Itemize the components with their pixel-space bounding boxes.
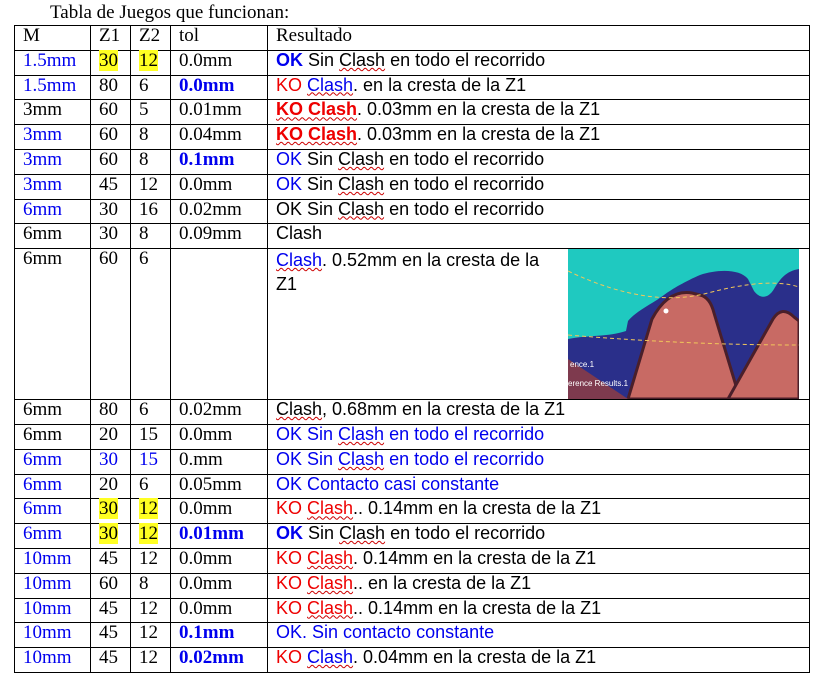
- cell-tol: [171, 424, 268, 449]
- cell-z2-value: 12: [139, 498, 158, 520]
- cell-m: [15, 400, 91, 425]
- cell-m: [15, 499, 91, 524]
- result-text: en todo el recorrido: [384, 148, 545, 169]
- cell-m: [15, 75, 91, 100]
- result-text: Clash: [338, 423, 385, 444]
- cell-resultado: [268, 499, 810, 524]
- cell-z1-value: 60: [99, 572, 118, 594]
- table-row: [15, 199, 810, 224]
- cell-m: [15, 149, 91, 174]
- cell-z1: [91, 224, 131, 249]
- result-text: . en la cresta de la Z1: [353, 74, 527, 95]
- cell-z2: [131, 548, 171, 573]
- cell-resultado: [268, 573, 810, 598]
- result-text: .. 0.14mm en la cresta de la Z1: [353, 498, 602, 519]
- result-text: Sin: [303, 49, 340, 70]
- table-row: [15, 224, 810, 249]
- cell-tol-value: 0.02mm: [179, 198, 242, 220]
- result-text: KO Clash: [276, 124, 358, 145]
- cell-m-value: 6mm: [23, 223, 63, 245]
- cell-z1-value: 20: [99, 423, 118, 445]
- cell-m: [15, 125, 91, 150]
- cell-z1-value: 30: [99, 49, 118, 71]
- cell-tol: [171, 224, 268, 249]
- cell-tol-value: 0.05mm: [179, 473, 242, 495]
- cell-tol: [171, 125, 268, 150]
- cell-tol: [171, 174, 268, 199]
- cell-z2-value: 8: [139, 223, 149, 245]
- cell-z1: [91, 474, 131, 499]
- cell-z2: [131, 623, 171, 648]
- cell-z1: [91, 623, 131, 648]
- cell-z2: [131, 449, 171, 474]
- cell-tol-value: 0.0mm: [179, 547, 233, 569]
- table-row: [15, 524, 810, 549]
- cell-m: [15, 524, 91, 549]
- header-tol: tol: [171, 26, 268, 51]
- cell-z2-value: 15: [139, 448, 158, 470]
- result-text: OK Sin: [276, 448, 339, 469]
- header-row: [15, 26, 810, 51]
- result-text: Sin: [302, 173, 339, 194]
- header-m: M: [15, 26, 91, 51]
- cell-tol: [171, 648, 268, 673]
- cell-z2: [131, 100, 171, 125]
- cell-tol: [171, 524, 268, 549]
- result-text: Clash: [276, 250, 323, 271]
- cell-z1: [91, 524, 131, 549]
- result-text: . 0.52mm en la cresta de la Z1: [276, 250, 540, 295]
- cell-z2-value: 6: [139, 399, 149, 421]
- cell-z2-value: 16: [139, 198, 158, 220]
- result-text: KO: [276, 547, 308, 568]
- cell-tol-value: 0.0mm: [179, 173, 233, 195]
- cell-m-value: 3mm: [23, 173, 63, 195]
- cell-m: [15, 174, 91, 199]
- cell-m: [15, 548, 91, 573]
- table-row: [15, 400, 810, 425]
- result-text: Clash: [307, 572, 354, 593]
- cell-tol: [171, 623, 268, 648]
- cell-z2-value: 15: [139, 423, 158, 445]
- cell-resultado: [268, 449, 810, 474]
- cell-z1-value: 60: [99, 148, 118, 170]
- cell-resultado: [268, 249, 810, 400]
- cell-z1-value: 45: [99, 622, 118, 644]
- cell-z1: [91, 100, 131, 125]
- cell-z1: [91, 149, 131, 174]
- result-text: Clash: [307, 498, 354, 519]
- cell-z1: [91, 50, 131, 75]
- cell-tol-value: 0.1mm: [179, 622, 235, 644]
- result-text: en todo el recorrido: [385, 49, 546, 70]
- result-text: Clash: [307, 74, 354, 95]
- cell-z2: [131, 174, 171, 199]
- cell-m-value: 1.5mm: [23, 74, 77, 96]
- result-text: KO: [276, 498, 308, 519]
- header-resultado: Resultado: [268, 26, 810, 51]
- cell-z1-value: 80: [99, 74, 118, 96]
- cell-tol-value: 0.0mm: [179, 498, 233, 520]
- cell-z1: [91, 573, 131, 598]
- result-text: OK: [276, 523, 303, 544]
- cell-z1-value: 60: [99, 248, 118, 270]
- result-text: Clash: [338, 198, 385, 219]
- cell-tol: [171, 400, 268, 425]
- cell-z1-value: 60: [99, 99, 118, 121]
- table-row: [15, 149, 810, 174]
- result-text: .. en la cresta de la Z1: [353, 572, 532, 593]
- cell-resultado: [268, 149, 810, 174]
- games-table: [14, 25, 810, 673]
- cell-resultado: [268, 524, 810, 549]
- cell-tol: [171, 548, 268, 573]
- cell-m-value: 10mm: [23, 622, 72, 644]
- result-text: OK: [276, 49, 303, 70]
- cell-z2: [131, 50, 171, 75]
- cell-m-value: 10mm: [23, 547, 72, 569]
- result-text: Clash: [307, 647, 354, 668]
- result-text: en todo el recorrido: [384, 198, 545, 219]
- cell-resultado: [268, 474, 810, 499]
- cell-m-value: 6mm: [23, 198, 63, 220]
- cell-tol: [171, 474, 268, 499]
- cell-z1-value: 20: [99, 473, 118, 495]
- cell-z1: [91, 174, 131, 199]
- cell-z2: [131, 224, 171, 249]
- result-text: Clash: [276, 223, 323, 244]
- result-text: en todo el recorrido: [385, 523, 546, 544]
- cell-m: [15, 224, 91, 249]
- table-row: [15, 598, 810, 623]
- cell-tol-value: 0.1mm: [179, 148, 235, 170]
- cell-m-value: 10mm: [23, 597, 72, 619]
- result-text: KO: [276, 597, 308, 618]
- cell-resultado: [268, 125, 810, 150]
- table-row: [15, 548, 810, 573]
- result-text: . 0.03mm en la cresta de la Z1: [357, 124, 601, 145]
- cell-z2-value: 12: [139, 49, 158, 71]
- cell-m: [15, 249, 91, 400]
- cell-tol: [171, 499, 268, 524]
- cell-resultado: [268, 199, 810, 224]
- cell-z2: [131, 75, 171, 100]
- table-row: [15, 648, 810, 673]
- header-z2: Z2: [131, 26, 171, 51]
- result-text: KO: [276, 647, 308, 668]
- cell-z2: [131, 499, 171, 524]
- cell-tol: [171, 449, 268, 474]
- cell-z1-value: 45: [99, 547, 118, 569]
- result-text: Clash: [338, 148, 385, 169]
- result-text: Sin: [302, 148, 339, 169]
- cell-resultado: [268, 174, 810, 199]
- cell-z2: [131, 474, 171, 499]
- cell-z2-value: 5: [139, 99, 149, 121]
- cell-m-value: 6mm: [23, 248, 63, 270]
- cell-m-value: 3mm: [23, 99, 63, 121]
- screenshot-label: erence Results.1: [568, 379, 629, 389]
- cell-resultado: [268, 548, 810, 573]
- cell-tol-value: 0.02mm: [179, 647, 244, 669]
- cell-tol-value: 0.09mm: [179, 223, 242, 245]
- cell-z2-value: 6: [139, 248, 149, 270]
- result-text: OK: [276, 148, 303, 169]
- cell-z2: [131, 648, 171, 673]
- cell-m-value: 10mm: [23, 647, 72, 669]
- cell-z2-value: 12: [139, 622, 158, 644]
- cell-z1: [91, 125, 131, 150]
- result-text: KO Clash: [276, 99, 358, 120]
- result-text: OK Sin: [276, 423, 339, 444]
- result-text: KO: [276, 74, 308, 95]
- result-text: . 0.03mm en la cresta de la Z1: [357, 99, 601, 120]
- cell-z1-value: 45: [99, 173, 118, 195]
- cell-z2-value: 12: [139, 647, 158, 669]
- cell-resultado: [268, 100, 810, 125]
- result-text: en todo el recorrido: [384, 448, 545, 469]
- cell-m-value: 10mm: [23, 572, 72, 594]
- table-row: [15, 249, 810, 400]
- result-text: OK Sin: [276, 198, 339, 219]
- result-text: Clash: [339, 523, 386, 544]
- result-text: Clash: [307, 597, 354, 618]
- cell-m-value: 6mm: [23, 448, 63, 470]
- cell-z2-value: 6: [139, 473, 149, 495]
- cell-z2: [131, 125, 171, 150]
- cell-resultado: [268, 50, 810, 75]
- cell-m: [15, 50, 91, 75]
- cell-m: [15, 623, 91, 648]
- cell-z1: [91, 499, 131, 524]
- cell-z1-value: 45: [99, 647, 118, 669]
- cell-z1: [91, 648, 131, 673]
- cell-m: [15, 100, 91, 125]
- cell-tol: [171, 50, 268, 75]
- cell-z1-value: 30: [99, 198, 118, 220]
- cell-z1-value: 60: [99, 124, 118, 146]
- cell-z2-value: 12: [139, 523, 158, 545]
- result-text: , 0.68mm en la cresta de la Z1: [322, 399, 566, 420]
- result-text: Clash: [307, 547, 354, 568]
- cell-resultado: [268, 623, 810, 648]
- cell-tol: [171, 100, 268, 125]
- table-caption: Tabla de Juegos que funcionan:: [50, 2, 290, 23]
- cell-z2: [131, 598, 171, 623]
- table-row: [15, 174, 810, 199]
- cell-tol-value: 0.02mm: [179, 399, 242, 421]
- header-z1: Z1: [91, 26, 131, 51]
- cell-tol-value: 0.01mm: [179, 523, 244, 545]
- cell-tol: [171, 249, 268, 400]
- cell-z1: [91, 199, 131, 224]
- cell-z2: [131, 424, 171, 449]
- result-text: Clash: [338, 448, 385, 469]
- cell-z1: [91, 249, 131, 400]
- cell-z2: [131, 249, 171, 400]
- result-text: .. 0.14mm en la cresta de la Z1: [353, 597, 602, 618]
- cell-m: [15, 598, 91, 623]
- cell-tol: [171, 598, 268, 623]
- cell-z1-value: 30: [99, 448, 118, 470]
- cell-z1: [91, 598, 131, 623]
- cell-z1: [91, 548, 131, 573]
- cell-resultado: [268, 598, 810, 623]
- cell-m-value: 6mm: [23, 523, 63, 545]
- cell-z1: [91, 449, 131, 474]
- cell-z1-value: 30: [99, 498, 118, 520]
- cell-resultado: [268, 224, 810, 249]
- result-text: OK: [276, 173, 303, 194]
- cell-m: [15, 449, 91, 474]
- result-text: OK. Sin contacto constante: [276, 622, 495, 643]
- result-text: OK Contacto casi constante: [276, 473, 500, 494]
- cell-z2: [131, 524, 171, 549]
- table-row: [15, 50, 810, 75]
- cell-z1: [91, 75, 131, 100]
- cell-z2-value: 12: [139, 597, 158, 619]
- cell-m-value: 1.5mm: [23, 49, 77, 71]
- result-text: en todo el recorrido: [384, 423, 545, 444]
- cell-tol: [171, 75, 268, 100]
- cell-resultado: [268, 75, 810, 100]
- cell-m-value: 3mm: [23, 148, 63, 170]
- screenshot-label: ence.1: [570, 360, 595, 370]
- cell-tol-value: 0.01mm: [179, 99, 242, 121]
- cell-m: [15, 648, 91, 673]
- cell-tol-value: 0.04mm: [179, 124, 242, 146]
- cell-z2-value: 8: [139, 148, 149, 170]
- cell-tol-value: 0.0mm: [179, 597, 233, 619]
- cell-z1-value: 80: [99, 399, 118, 421]
- cell-m: [15, 424, 91, 449]
- table-row: [15, 573, 810, 598]
- table-row: [15, 75, 810, 100]
- gear-clash-screenshot: [568, 249, 799, 399]
- cell-tol-value: 0.0mm: [179, 74, 235, 96]
- result-text: . 0.14mm en la cresta de la Z1: [353, 547, 597, 568]
- cell-z2: [131, 149, 171, 174]
- result-text: Clash: [338, 173, 385, 194]
- result-text: en todo el recorrido: [384, 173, 545, 194]
- table-row: [15, 100, 810, 125]
- cell-z2-value: 12: [139, 547, 158, 569]
- cell-z1-value: 45: [99, 597, 118, 619]
- table-row: [15, 125, 810, 150]
- cell-z2: [131, 199, 171, 224]
- result-text: Sin: [303, 523, 340, 544]
- cell-resultado: [268, 400, 810, 425]
- cell-z1: [91, 424, 131, 449]
- cell-m-value: 6mm: [23, 399, 63, 421]
- cell-tol-value: 0.0mm: [179, 572, 233, 594]
- cell-m-value: 6mm: [23, 498, 63, 520]
- result-text: Clash: [339, 49, 386, 70]
- result-text: KO: [276, 572, 308, 593]
- cell-z1: [91, 400, 131, 425]
- table-row: [15, 474, 810, 499]
- cell-z1-value: 30: [99, 523, 118, 545]
- table-row: [15, 449, 810, 474]
- result-text: . 0.04mm en la cresta de la Z1: [353, 647, 597, 668]
- cell-z2-value: 8: [139, 572, 149, 594]
- cell-m: [15, 573, 91, 598]
- cell-z1-value: 30: [99, 223, 118, 245]
- cell-tol: [171, 573, 268, 598]
- cell-z2: [131, 573, 171, 598]
- table-row: [15, 623, 810, 648]
- cell-m: [15, 474, 91, 499]
- cell-tol: [171, 149, 268, 174]
- cell-z2-value: 12: [139, 173, 158, 195]
- table-row: [15, 499, 810, 524]
- cell-tol-value: 0.mm: [179, 448, 223, 470]
- cell-z2-value: 6: [139, 74, 149, 96]
- cell-tol-value: 0.0mm: [179, 423, 233, 445]
- cell-z2: [131, 400, 171, 425]
- cell-m: [15, 199, 91, 224]
- cell-m-value: 3mm: [23, 124, 63, 146]
- cell-m-value: 6mm: [23, 423, 63, 445]
- result-text: Clash: [276, 399, 323, 420]
- cell-tol: [171, 199, 268, 224]
- cell-resultado: [268, 424, 810, 449]
- cell-resultado: [268, 648, 810, 673]
- cell-z2-value: 8: [139, 124, 149, 146]
- cell-tol-value: 0.0mm: [179, 49, 233, 71]
- cell-m-value: 6mm: [23, 473, 63, 495]
- table-row: [15, 424, 810, 449]
